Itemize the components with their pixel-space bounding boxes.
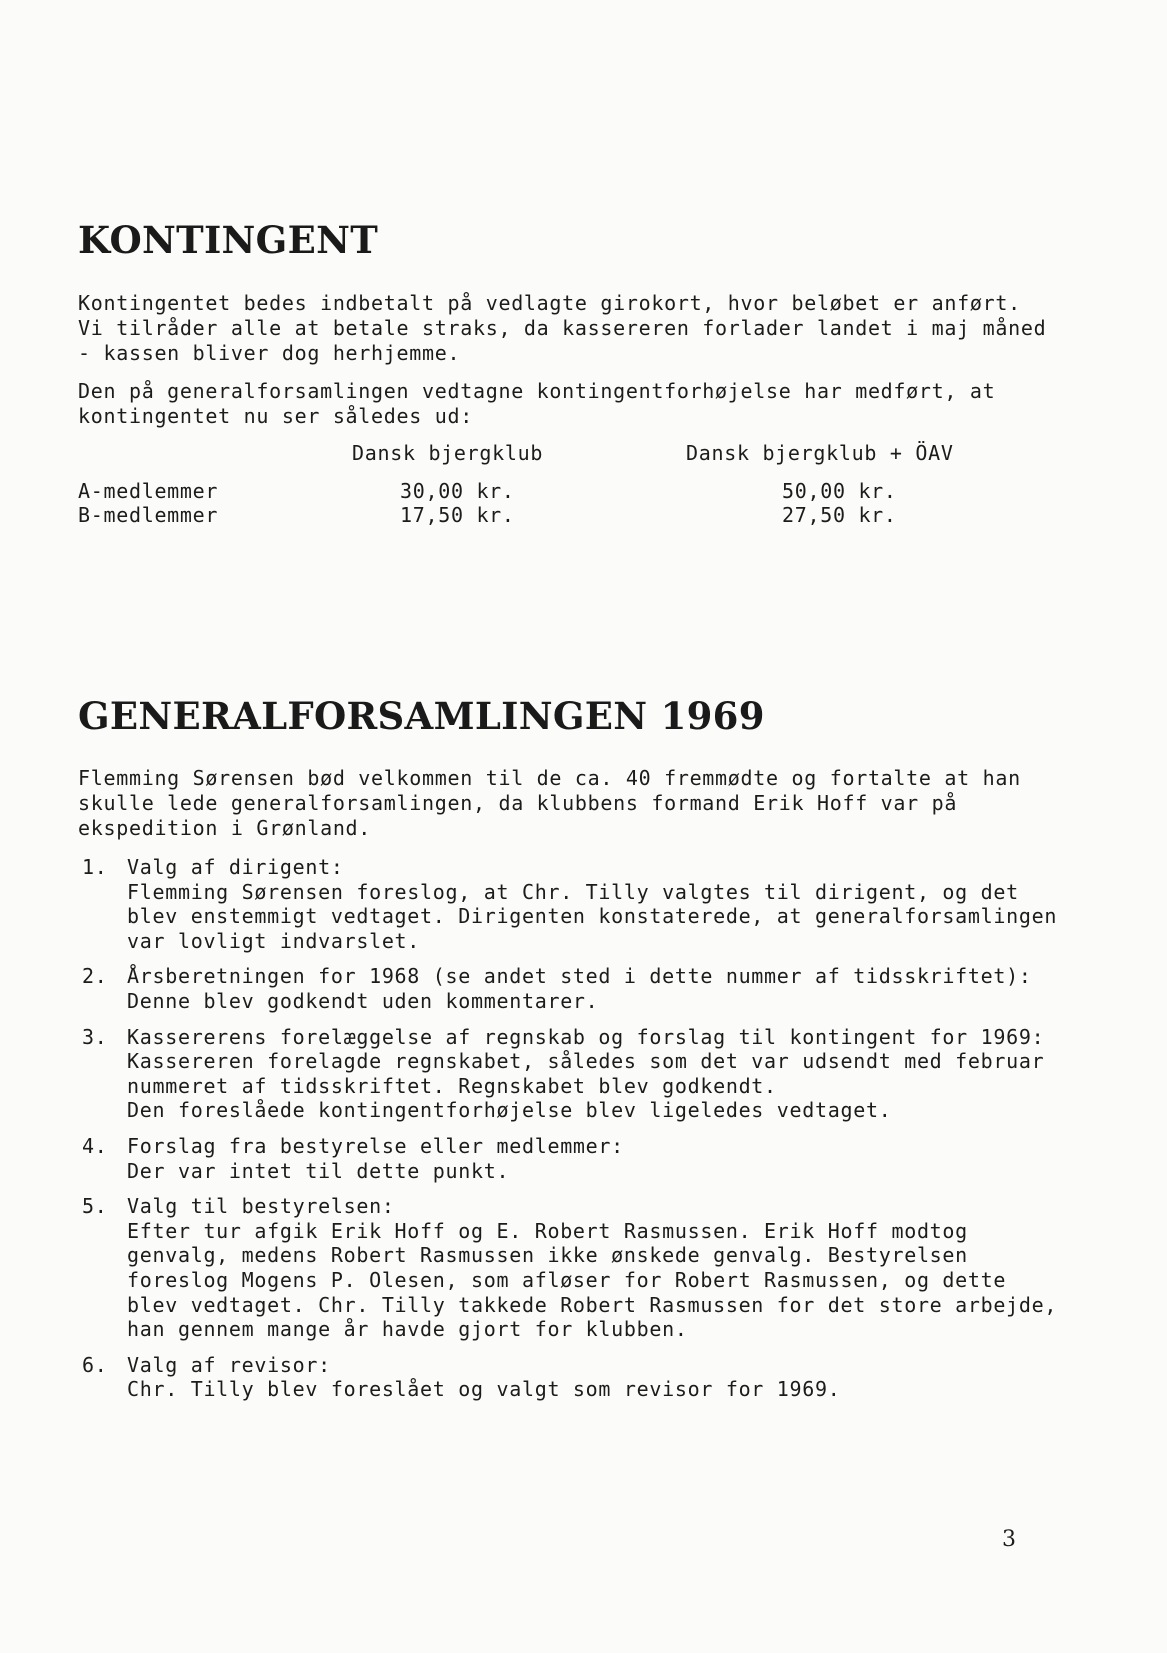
agenda-item-5 <box>78 1194 1068 1342</box>
agenda-item-text: Kassereren forelagde regnskabet, således som det var udsendt med februar nummeret af tidsskriftet. Regnskabet blev godkendt. <box>127 1049 1045 1098</box>
agenda-item-text: Der var intet til dette punkt. <box>127 1158 510 1183</box>
fee-row-label: A-medlemmer <box>78 479 219 503</box>
generalforsamling-heading: GENERALFORSAMLINGEN 1969 <box>78 694 765 738</box>
fee-row-label: B-medlemmer <box>78 503 219 527</box>
agenda-item-text: Chr. Tilly blev foreslået og valgt som revisor for 1969. <box>127 1377 841 1402</box>
agenda-item-title: Valg af revisor: <box>127 1352 331 1377</box>
fee-row-b-medlemmer <box>78 503 1078 528</box>
agenda-item-1 <box>78 855 1068 953</box>
agenda-item-number: 1. <box>82 855 108 879</box>
kontingent-paragraph-2: Den på generalforsamlingen vedtagne kontingentforhøjelse har medført, at kontingentet nu ser således ud: <box>78 379 996 428</box>
fee-value-dansk-bjergklub-oav: 50,00 kr. <box>782 479 897 503</box>
agenda-item-2 <box>78 964 1068 1013</box>
fee-column-header-dansk-bjergklub-oav: Dansk bjergklub + ÖAV <box>686 441 954 465</box>
agenda-item-number: 4. <box>82 1133 108 1158</box>
generalforsamling-intro: Flemming Sørensen bød velkommen til de ca. 40 fremmødte og fortalte at han skulle lede generalforsamlingen, da klubbens formand Erik Hoff var på ekspedition i Grønland. <box>78 766 1021 840</box>
fee-row-a-medlemmer <box>78 479 1078 504</box>
agenda-item-title: Årsberetningen for 1968 (se andet sted i dette nummer af tidsskriftet): <box>127 964 1032 989</box>
fee-value-dansk-bjergklub: 17,50 kr. <box>400 503 515 527</box>
agenda-item-text: Efter tur afgik Erik Hoff og E. Robert Rasmussen. Erik Hoff modtog genvalg, medens Robert Rasmussen ikke ønskede genvalg. Bestyrelsen foreslog Mogens P. Olesen, som afløser for Robert Rasmussen, og dette blev vedtaget. Chr. Tilly takkede Robert Rasmussen for det store arbejde, han gennem mange år havde gjort for klubben. <box>127 1218 1058 1342</box>
agenda-item-text-2: Den foreslåede kontingentforhøjelse blev ligeledes vedtaget. <box>127 1098 892 1123</box>
page-number: 3 <box>1002 1527 1017 1552</box>
agenda-item-title: Kassererens forelæggelse af regnskab og forslag til kontingent for 1969: <box>127 1024 1045 1049</box>
kontingent-paragraph-1: Kontingentet bedes indbetalt på vedlagte girokort, hvor beløbet er anført. Vi tilråder alle at betale straks, da kassereren forlader landet i maj måned - kassen bliver dog herhjemme. <box>78 291 1047 365</box>
fee-value-dansk-bjergklub-oav: 27,50 kr. <box>782 503 897 527</box>
agenda-item-3 <box>78 1025 1068 1123</box>
agenda-item-title: Forslag fra bestyrelse eller medlemmer: <box>127 1133 624 1158</box>
agenda-item-title: Valg af dirigent: <box>127 855 344 879</box>
agenda-item-4 <box>78 1134 1068 1183</box>
agenda-item-text: Denne blev godkendt uden kommentarer. <box>127 988 599 1013</box>
agenda-item-number: 5. <box>82 1194 108 1219</box>
fee-value-dansk-bjergklub: 30,00 kr. <box>400 479 515 503</box>
kontingent-heading: KONTINGENT <box>78 218 379 262</box>
agenda-item-title: Valg til bestyrelsen: <box>127 1194 395 1219</box>
agenda-list <box>78 855 1068 1413</box>
agenda-item-text: Flemming Sørensen foreslog, at Chr. Tilly valgtes til dirigent, og det blev enstemmigt vedtaget. Dirigenten konstaterede, at generalforsamlingen var lovligt indvarslet. <box>127 879 1058 953</box>
fee-column-header-dansk-bjergklub: Dansk bjergklub <box>352 441 544 465</box>
agenda-item-number: 3. <box>82 1024 108 1049</box>
agenda-item-6 <box>78 1353 1068 1402</box>
agenda-item-number: 6. <box>82 1352 108 1377</box>
agenda-item-number: 2. <box>82 964 108 989</box>
